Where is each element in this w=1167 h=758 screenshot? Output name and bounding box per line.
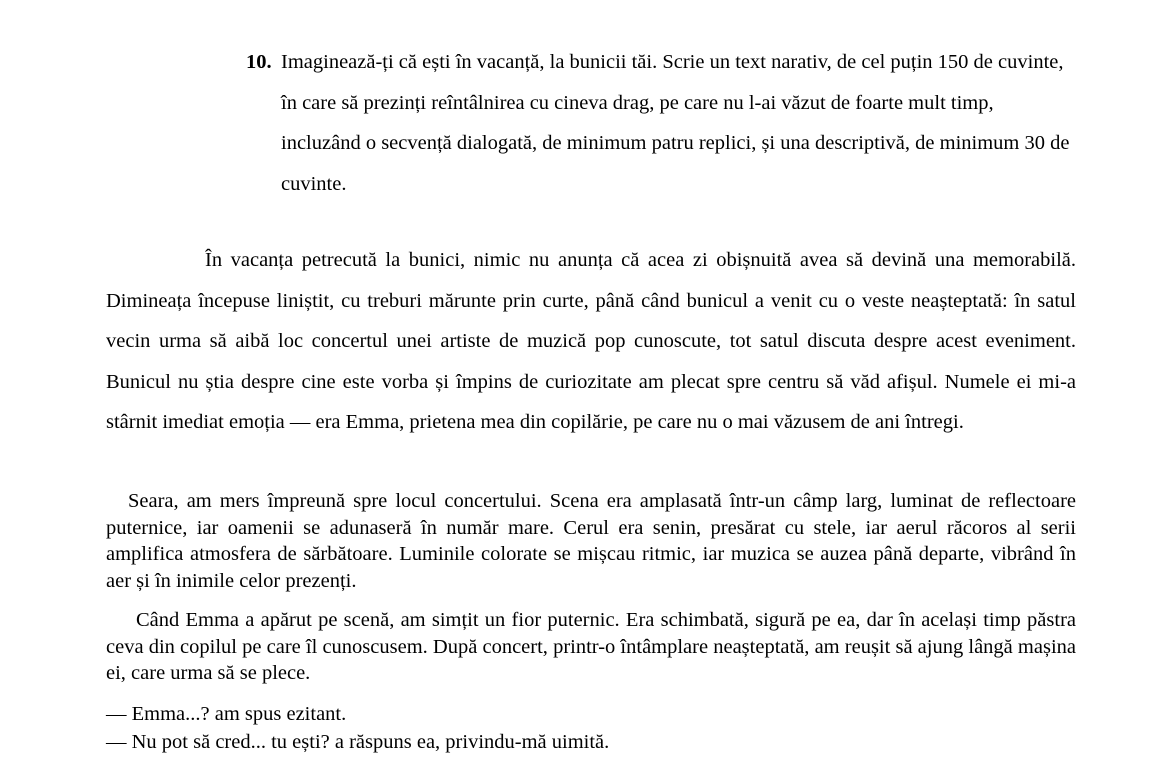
task-number: 10. bbox=[246, 51, 272, 73]
task-text: Imaginează-ți că ești în vacanță, la bunicii tăi. Scrie un text narativ, de cel puțin 150 de cuvinte, în care să prezinți reîntâlnirea cu cineva drag, pe care nu l-ai văzut de foarte mult timp, incluzând o secvență dialogată, de minimum patru replici, și una descriptivă, de minimum 30 de cuvinte. bbox=[281, 51, 1070, 195]
dialogue-line: — Nu pot să cred... tu ești? a răspuns ea, privindu-mă uimită. bbox=[106, 731, 610, 753]
essay-paragraph-2: Seara, am mers împreună spre locul concertului. Scena era amplasată într-un câmp larg, luminat de reflectoare puternice, iar oamenii se adunaseră în număr mare. Cerul era senin, presărat cu stele, iar aerul răcoros al serii amplifica atmosfera de sărbătoare. Luminile colorate se mișcau ritmic, iar muzica se auzea până departe, vibrând în aer și în inimile celor prezenți. bbox=[106, 490, 1076, 592]
dialogue-line: — Emma...? am spus ezitant. bbox=[106, 703, 347, 725]
task-statement bbox=[246, 42, 1076, 204]
dialogue-section bbox=[106, 700, 1076, 756]
essay-paragraph-1: În vacanța petrecută la bunici, nimic nu anunța că acea zi obișnuită avea să devină una memorabilă. Dimineața începuse liniștit, cu treburi mărunte prin curte, până când bunicul a venit cu o veste neașteptată: în satul vecin urma să aibă loc concertul unei artiste de muzică pop cunoscute, tot satul discuta despre acest eveniment. Bunicul nu știa despre cine este vorba și împins de curiozitate am plecat spre centru să văd afișul. Numele ei mi-a stârnit imediat emoția — era Emma, prietena mea din copilărie, pe care nu o mai văzusem de ani întregi. bbox=[106, 249, 1076, 433]
essay-paragraph-3: Când Emma a apărut pe scenă, am simțit un fior puternic. Era schimbată, sigură pe ea, dar în același timp păstra ceva din copilul pe care îl cunoscusem. După concert, printr-o întâmplare neașteptată, am reușit să ajung lângă mașina ei, care urma să se plece. bbox=[106, 609, 1076, 684]
